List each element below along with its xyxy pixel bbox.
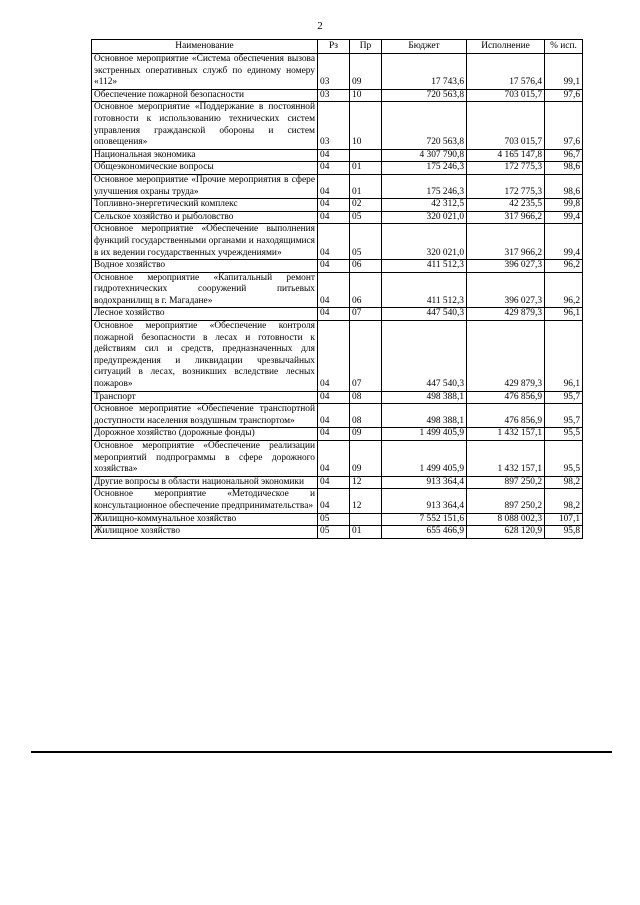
cell-execution: 703 015,7 [467, 89, 545, 102]
cell-rz: 04 [318, 272, 350, 308]
cell-budget: 1 499 405,9 [382, 441, 467, 477]
cell-rz: 04 [318, 441, 350, 477]
cell-name: Дорожное хозяйство (дорожные фонды) [92, 428, 318, 441]
cell-rz: 04 [318, 476, 350, 489]
table-row [92, 102, 583, 149]
cell-budget: 498 388,1 [382, 404, 467, 428]
cell-budget: 175 246,3 [382, 174, 467, 198]
cell-execution: 172 775,3 [467, 162, 545, 175]
cell-pr: 02 [350, 199, 382, 212]
table-row [92, 149, 583, 162]
header-pr: Пр [350, 40, 382, 54]
cell-pr: 06 [350, 272, 382, 308]
table-header [92, 40, 583, 54]
cell-pr [350, 149, 382, 162]
cell-pr: 09 [350, 428, 382, 441]
table-row [92, 476, 583, 489]
cell-execution: 1 432 157,1 [467, 441, 545, 477]
cell-execution: 4 165 147,8 [467, 149, 545, 162]
page-number: 2 [317, 20, 323, 32]
table-row [92, 526, 583, 539]
cell-execution: 476 856,9 [467, 404, 545, 428]
header-budget: Бюджет [382, 40, 467, 54]
cell-name: Транспорт [92, 391, 318, 404]
cell-name: Основное мероприятие «Обеспечение реализации мероприятий подпрограммы в сфере дорожного хозяйства» [92, 441, 318, 477]
cell-execution: 317 966,2 [467, 224, 545, 260]
cell-execution: 476 856,9 [467, 391, 545, 404]
cell-percent: 107,1 [545, 513, 583, 526]
cell-rz: 04 [318, 199, 350, 212]
cell-budget: 320 021,0 [382, 224, 467, 260]
cell-budget: 498 388,1 [382, 391, 467, 404]
cell-execution: 429 879,3 [467, 321, 545, 392]
table-row [92, 404, 583, 428]
cell-pr: 01 [350, 174, 382, 198]
table-row [92, 224, 583, 260]
cell-execution: 1 432 157,1 [467, 428, 545, 441]
cell-pr: 10 [350, 89, 382, 102]
cell-pr: 06 [350, 260, 382, 273]
cell-execution: 897 250,2 [467, 489, 545, 513]
table-row [92, 308, 583, 321]
cell-execution: 628 120,9 [467, 526, 545, 539]
cell-name: Жилищное хозяйство [92, 526, 318, 539]
cell-percent: 96,1 [545, 321, 583, 392]
cell-execution: 8 088 002,3 [467, 513, 545, 526]
cell-percent: 96,2 [545, 260, 583, 273]
cell-rz: 05 [318, 526, 350, 539]
cell-execution: 172 775,3 [467, 174, 545, 198]
header-percent: % исп. [545, 40, 583, 54]
cell-budget: 720 563,8 [382, 102, 467, 149]
cell-execution: 17 576,4 [467, 54, 545, 90]
cell-rz: 04 [318, 321, 350, 392]
cell-percent: 98,6 [545, 174, 583, 198]
table-row [92, 513, 583, 526]
cell-name: Лесное хозяйство [92, 308, 318, 321]
cell-budget: 1 499 405,9 [382, 428, 467, 441]
cell-pr: 08 [350, 391, 382, 404]
cell-percent: 99,1 [545, 54, 583, 90]
budget-execution-table [91, 39, 583, 539]
table-row [92, 54, 583, 90]
cell-rz: 04 [318, 162, 350, 175]
cell-budget: 447 540,3 [382, 308, 467, 321]
header-row [92, 40, 583, 54]
cell-pr: 12 [350, 489, 382, 513]
cell-name: Основное мероприятие «Система обеспечения вызова экстренных оперативных служб по единому номеру «112» [92, 54, 318, 90]
cell-budget: 17 743,6 [382, 54, 467, 90]
cell-budget: 42 312,5 [382, 199, 467, 212]
cell-name: Основное мероприятие «Поддержание в постоянной готовности к использованию технических систем управления гражданской обороны и систем оповещения» [92, 102, 318, 149]
cell-percent: 99,8 [545, 199, 583, 212]
cell-rz: 04 [318, 260, 350, 273]
cell-pr: 07 [350, 321, 382, 392]
cell-budget: 320 021,0 [382, 211, 467, 224]
table-row [92, 174, 583, 198]
cell-pr: 05 [350, 224, 382, 260]
cell-rz: 04 [318, 224, 350, 260]
cell-budget: 655 466,9 [382, 526, 467, 539]
cell-budget: 913 364,4 [382, 489, 467, 513]
cell-name: Общеэкономические вопросы [92, 162, 318, 175]
header-name: Наименование [92, 40, 318, 54]
cell-percent: 99,4 [545, 211, 583, 224]
cell-rz: 04 [318, 489, 350, 513]
cell-percent: 98,2 [545, 489, 583, 513]
cell-rz: 03 [318, 102, 350, 149]
cell-pr: 10 [350, 102, 382, 149]
table-row [92, 162, 583, 175]
cell-pr: 01 [350, 162, 382, 175]
cell-percent: 95,7 [545, 404, 583, 428]
cell-pr: 12 [350, 476, 382, 489]
cell-execution: 317 966,2 [467, 211, 545, 224]
cell-percent: 97,6 [545, 102, 583, 149]
cell-percent: 95,7 [545, 391, 583, 404]
cell-percent: 96,2 [545, 272, 583, 308]
table-body [92, 54, 583, 539]
cell-rz: 03 [318, 89, 350, 102]
table-row [92, 391, 583, 404]
cell-percent: 96,7 [545, 149, 583, 162]
cell-name: Топливно-энергетический комплекс [92, 199, 318, 212]
cell-percent: 98,6 [545, 162, 583, 175]
cell-pr [350, 513, 382, 526]
cell-rz: 04 [318, 174, 350, 198]
table-row [92, 428, 583, 441]
cell-name: Водное хозяйство [92, 260, 318, 273]
cell-budget: 411 512,3 [382, 260, 467, 273]
cell-name: Основное мероприятие «Обеспечение транспортной доступности населения воздушным транспортом» [92, 404, 318, 428]
cell-pr: 05 [350, 211, 382, 224]
cell-name: Основное мероприятие «Обеспечение контроля пожарной безопасности в лесах и готовности к действиям сил и средств, предназначенных для предупреждения и ликвидации чрезвычайных ситуаций в лесах, возникших вследствие лесных пожаров» [92, 321, 318, 392]
table-row [92, 199, 583, 212]
cell-execution: 396 027,3 [467, 272, 545, 308]
cell-name: Другие вопросы в области национальной экономики [92, 476, 318, 489]
cell-rz: 04 [318, 308, 350, 321]
cell-execution: 897 250,2 [467, 476, 545, 489]
cell-rz: 04 [318, 211, 350, 224]
cell-name: Основное мероприятие «Методическое и консультационное обеспечение предпринимательства» [92, 489, 318, 513]
cell-rz: 04 [318, 404, 350, 428]
cell-name: Обеспечение пожарной безопасности [92, 89, 318, 102]
page-divider-line [31, 751, 612, 753]
cell-percent: 97,6 [545, 89, 583, 102]
cell-budget: 175 246,3 [382, 162, 467, 175]
cell-name: Основное мероприятие «Капитальный ремонт гидротехнических сооружений питьевых водохранилищ в г. Магадане» [92, 272, 318, 308]
cell-pr: 01 [350, 526, 382, 539]
cell-name: Национальная экономика [92, 149, 318, 162]
cell-rz: 05 [318, 513, 350, 526]
cell-percent: 96,1 [545, 308, 583, 321]
cell-pr: 09 [350, 54, 382, 90]
cell-budget: 4 307 790,8 [382, 149, 467, 162]
cell-percent: 95,5 [545, 428, 583, 441]
cell-rz: 04 [318, 391, 350, 404]
cell-execution: 396 027,3 [467, 260, 545, 273]
table-row [92, 321, 583, 392]
table-row [92, 441, 583, 477]
header-execution: Исполнение [467, 40, 545, 54]
cell-budget: 7 552 151,6 [382, 513, 467, 526]
cell-percent: 99,4 [545, 224, 583, 260]
cell-execution: 429 879,3 [467, 308, 545, 321]
cell-percent: 95,8 [545, 526, 583, 539]
cell-rz: 03 [318, 54, 350, 90]
table-row [92, 89, 583, 102]
table-row [92, 489, 583, 513]
cell-pr: 08 [350, 404, 382, 428]
cell-budget: 447 540,3 [382, 321, 467, 392]
cell-budget: 411 512,3 [382, 272, 467, 308]
cell-name: Жилищно-коммунальное хозяйство [92, 513, 318, 526]
cell-name: Сельское хозяйство и рыболовство [92, 211, 318, 224]
cell-pr: 09 [350, 441, 382, 477]
cell-execution: 42 235,5 [467, 199, 545, 212]
cell-name: Основное мероприятие «Прочие мероприятия в сфере улучшения охраны труда» [92, 174, 318, 198]
cell-budget: 720 563,8 [382, 89, 467, 102]
header-rz: Рз [318, 40, 350, 54]
cell-name: Основное мероприятие «Обеспечение выполнения функций государственными органами и находящимися в их ведении государственных учреждениями» [92, 224, 318, 260]
cell-rz: 04 [318, 149, 350, 162]
table-row [92, 272, 583, 308]
cell-rz: 04 [318, 428, 350, 441]
table-row [92, 260, 583, 273]
cell-execution: 703 015,7 [467, 102, 545, 149]
cell-percent: 95,5 [545, 441, 583, 477]
cell-pr: 07 [350, 308, 382, 321]
cell-budget: 913 364,4 [382, 476, 467, 489]
table-row [92, 211, 583, 224]
cell-percent: 98,2 [545, 476, 583, 489]
